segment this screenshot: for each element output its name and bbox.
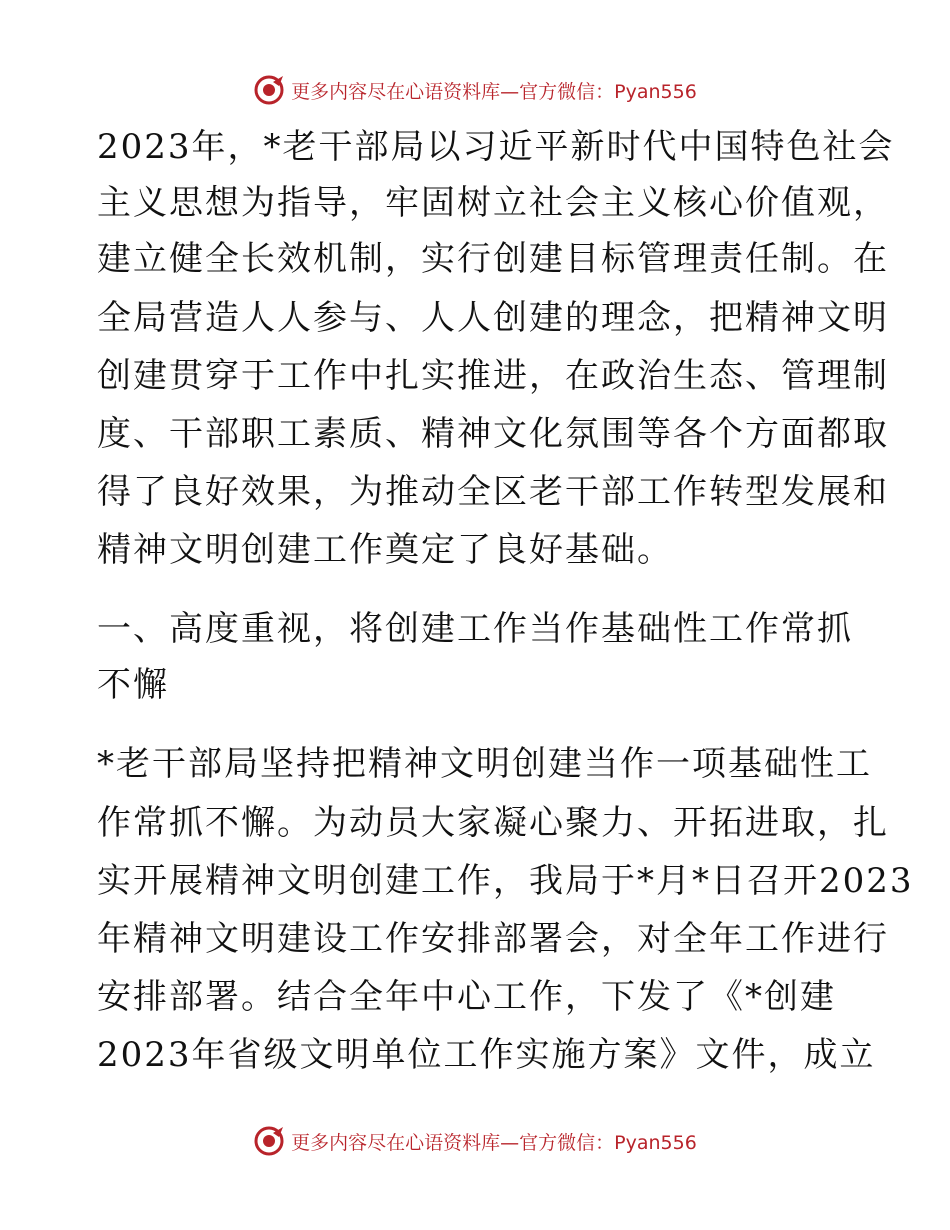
paragraph-line: 主义思想为指导，牢固树立社会主义核心价值观， [97, 183, 889, 223]
paragraph-line: 2023年省级文明单位工作实施方案》文件，成立 [97, 1035, 876, 1075]
paragraph-line: 创建贯穿于工作中扎实推进，在政治生态、管理制 [97, 356, 889, 396]
paragraph-line: *老干部局坚持把精神文明创建当作一项基础性工 [97, 744, 872, 784]
paragraph-line: 2023年，*老干部局以习近平新时代中国特色社会 [97, 127, 895, 167]
paragraph-line: 度、干部职工素质、精神文化氛围等各个方面都取 [97, 414, 889, 454]
seal-logo-icon [253, 1125, 285, 1157]
section-heading-line: 一、高度重视，将创建工作当作基础性工作常抓 [97, 609, 853, 649]
paragraph-line: 精神文明创建工作奠定了良好基础。 [97, 530, 673, 570]
watermark-text: 更多内容尽在心语资料库—官方微信：Pyan556 [291, 1131, 697, 1154]
paragraph-line: 作常抓不懈。为动员大家凝心聚力、开拓进取，扎 [97, 803, 889, 843]
header-watermark [0, 70, 950, 110]
paragraph-line: 安排部署。结合全年中心工作，下发了《*创建 [97, 977, 836, 1017]
paragraph-line: 全局营造人人参与、人人创建的理念，把精神文明 [97, 298, 889, 338]
paragraph-line: 实开展精神文明创建工作，我局于*月*日召开2023 [97, 861, 914, 901]
seal-logo-icon [253, 74, 285, 106]
footer-watermark [0, 1121, 950, 1161]
watermark-text: 更多内容尽在心语资料库—官方微信：Pyan556 [291, 80, 697, 103]
paragraph-line: 建立健全长效机制，实行创建目标管理责任制。在 [97, 239, 889, 279]
paragraph-line: 得了良好效果，为推动全区老干部工作转型发展和 [97, 472, 889, 512]
section-heading-line: 不懈 [97, 665, 169, 705]
paragraph-line: 年精神文明建设工作安排部署会，对全年工作进行 [97, 919, 889, 959]
